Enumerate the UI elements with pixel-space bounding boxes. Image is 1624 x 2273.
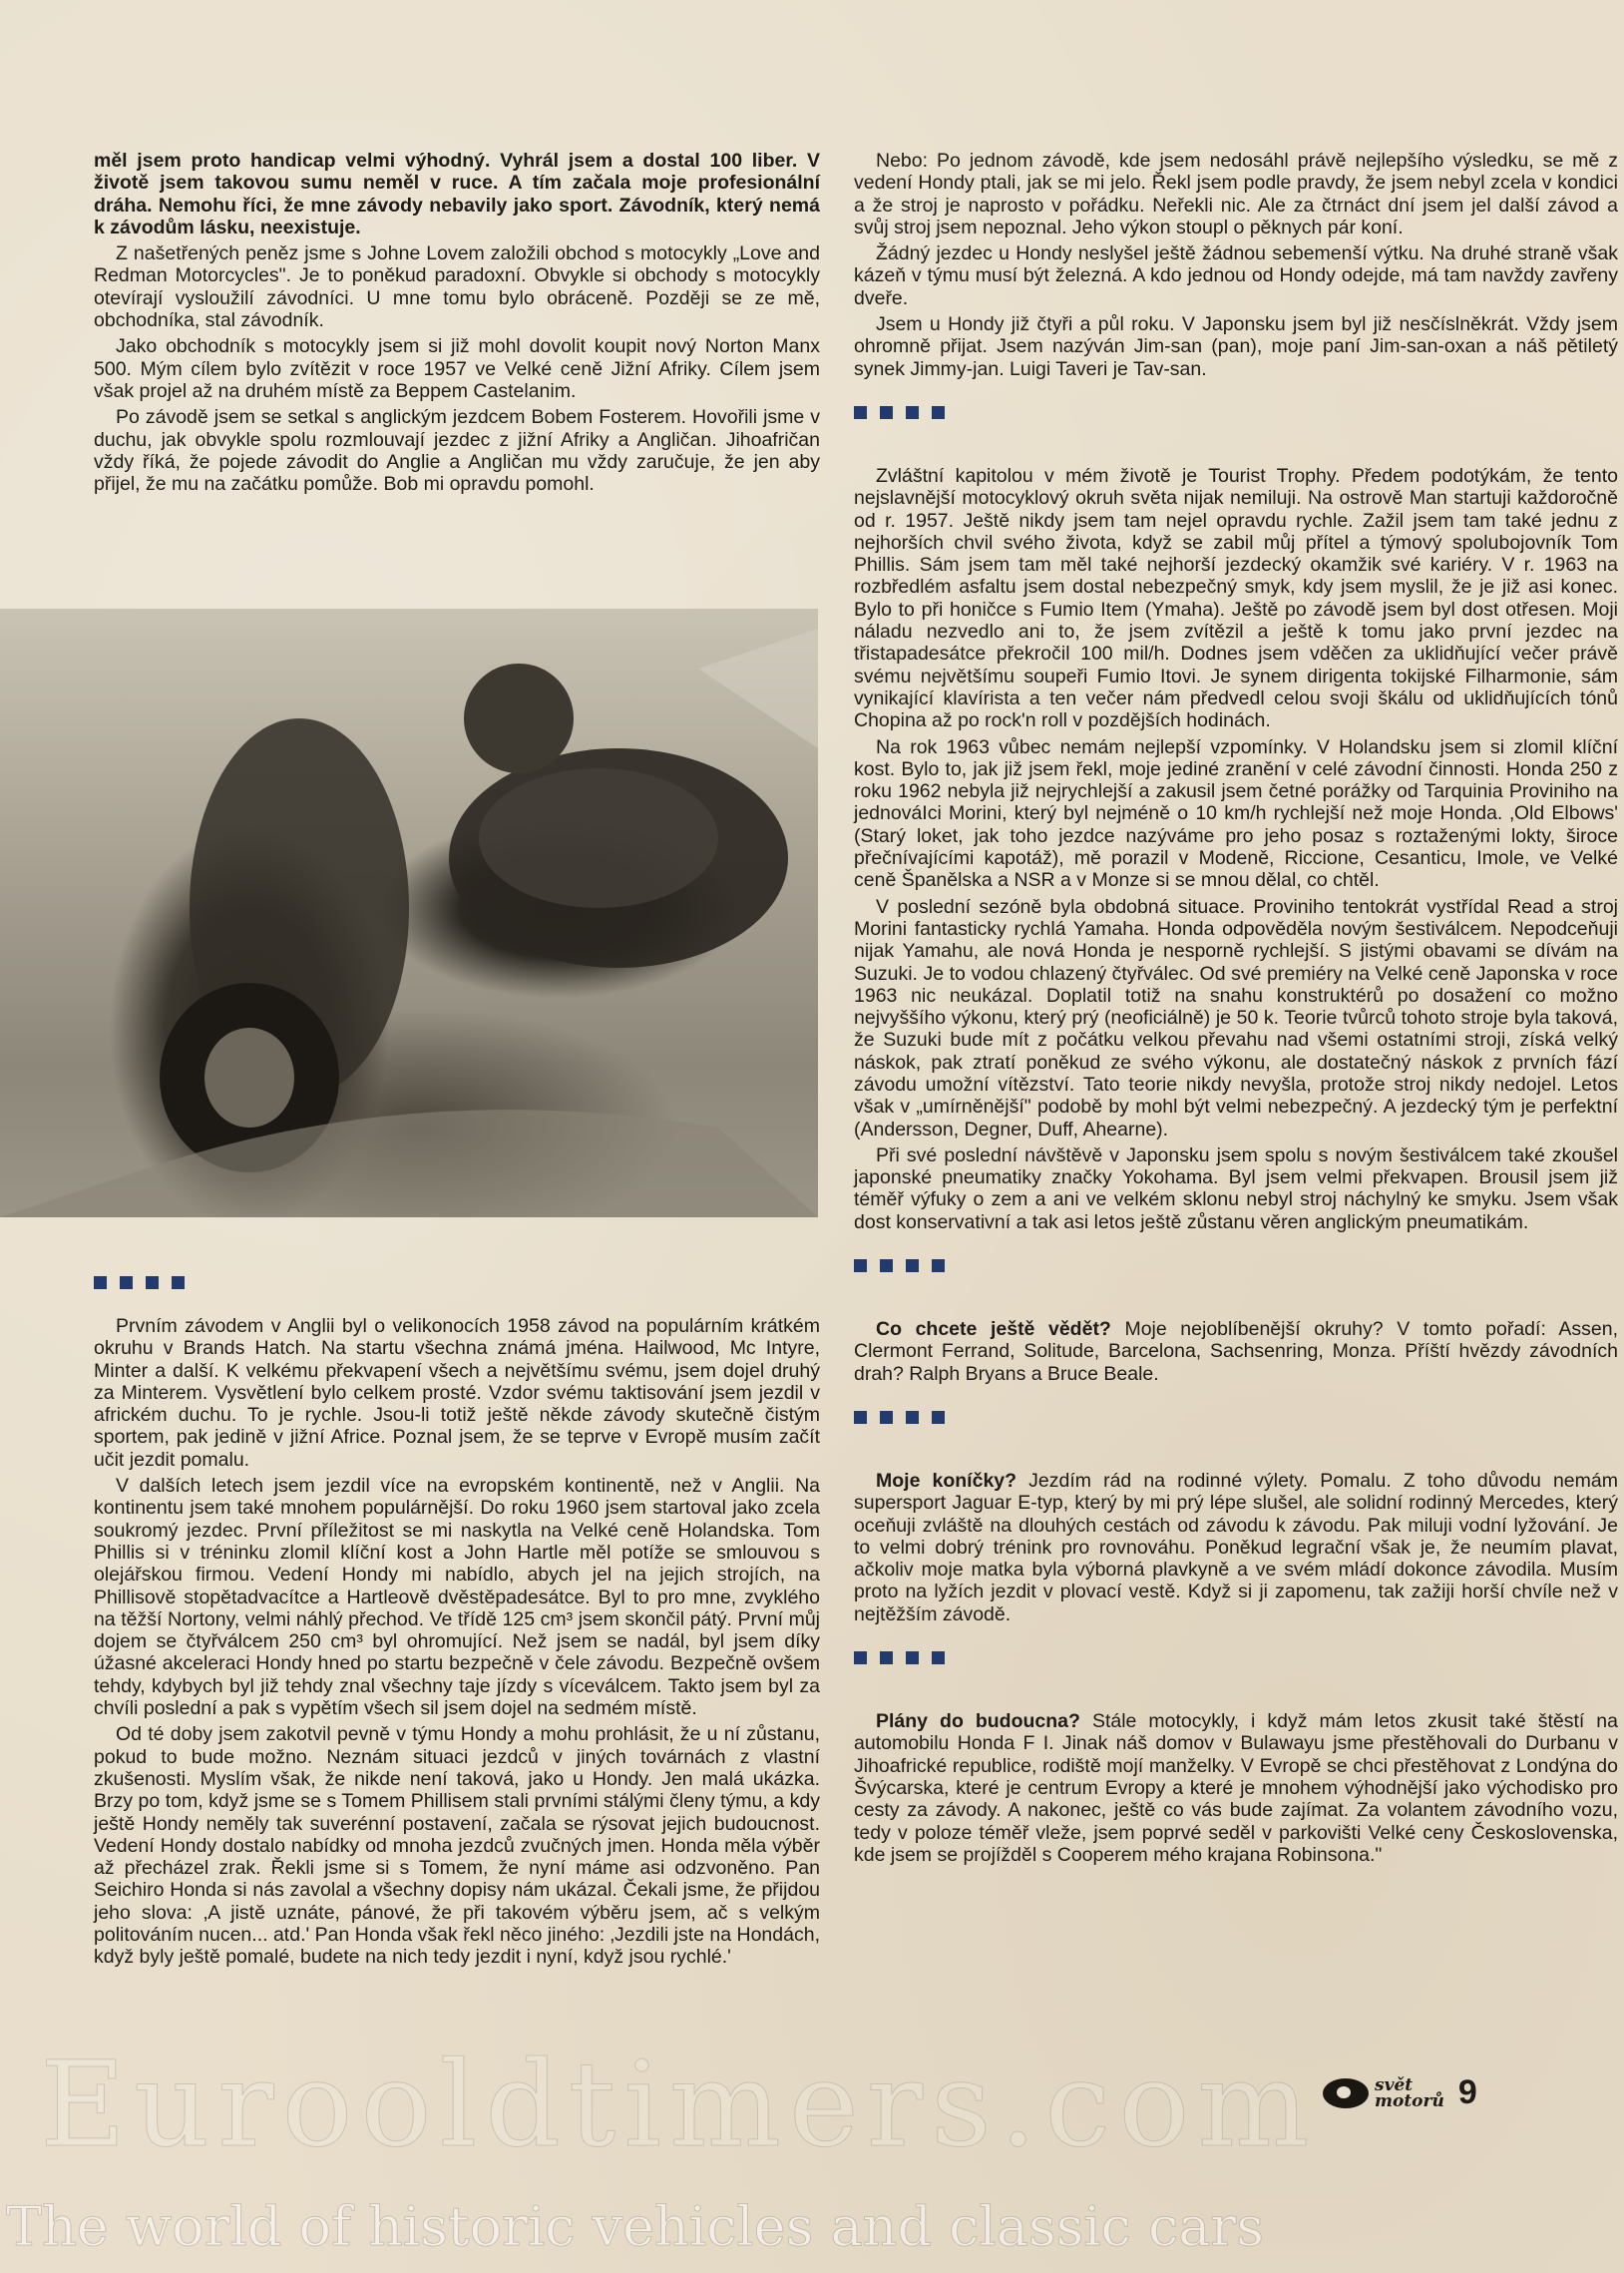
magazine-name — [1375, 2074, 1444, 2111]
question-paragraph — [854, 1470, 1618, 1625]
watermark: Eurooldtimers.com — [40, 2036, 1318, 2173]
paragraph: Jsem u Hondy již čtyři a půl roku. V Japonsku jsem byl již nesčíslněkrát. Vždy jsem ohromně přijat. Jsem nazýván Jim-san (pan), moje paní Jim-san-oxan a náš pětiletý synek Jimmy-jan. Luigi Taveri je Tav-san. — [854, 313, 1618, 380]
paragraph: Z našetřených peněz jsme s Johne Lovem založili obchod s motocykly „Love and Redman Motorcycles". Je to poněkud paradoxní. Obvykle si obchody s motocykly otevírají vysloužilí závodníci. U mne tomu bylo obráceně. Později se ze mě, obchodníka, stal závodník. — [94, 242, 820, 332]
paragraph: V poslední sezóně byla obdobná situace. Proviniho tentokrát vystřídal Read a stroj Morini fantasticky rychlá Yamaha. Honda odpověděla novým šestiválcem. Nepodceňuji nijak Yamahu, ale nová Honda je nesporně rychlejší. S jistými obavami se dívám na Suzuki. Je to vodou chlazený čtyřválec. Od své premiéry na Velké ceně Japonska v roce 1963 nic neukázal. Doplatil totiž na snahu konstruktérů po dosažení co možno nejvyššího výkonu, který prý (neoficiálně) je 50 k. Teorie tvůrců tohoto stroje byla taková, že Suzuki bude mít z počátku velkou převahu nad všemi ostatními stroji, získá velký náskok, pak ztratí poněkud ze svého výkonu, ale dostatečný náskok z prvních fází závodu umožní vítězství. Tato teorie nikdy nevyšla, protože stroj nikdy nedojel. Letos však v „umírněnější" podobě by mohl být velmi nebezpečný. A jezdecký tým je perfektní (Andersson, Degner, Duff, Ahearne). — [854, 895, 1618, 1140]
question-lead: Moje koníčky? — [876, 1469, 1017, 1492]
paragraph: Prvním závodem v Anglii byl o velikonocích 1958 závod na populárním krátkém okruhu v Brands Hatch. Na startu všechna známá jména. Hailwood, Mc Intyre, Minter a další. K velkému překvapení všech a největšímu svému, jsem dojel druhý za Minterem. Vysvětlení bylo celkem prosté. Vzdor svému taktisování jsem jezdil v africkém duchu. To je rychle. Jsou-li totiž ještě někde závody skutečně čistým sportem, pak jedině v jižní Africe. Poznal jsem, že se teprve v Evropě musím začít učit jezdit pomalu. — [94, 1315, 820, 1471]
page-number: 9 — [1457, 2073, 1477, 2111]
answer-text: Stále motocykly, i když mám letos zkusit také štěstí na automobilu Honda F I. Jinak náš domov v Bulawayu jsme přestěhovali do Durbanu v Jihoafrické republice, rodiště mojí manželky. V Evropě se chci přestěhovat z Londýna do Švýcarska, které je centrum Evropy a které je mnohem výhodnější jako východisko pro cesty za závody. A nakonec, ještě co vás bude zajímat. Za volantem závodního vozu, tedy v poloze téměř vleže, jsem poprvé seděl v parkovišti Velké ceny Československa, kde jsem se projížděl s Cooperem mého krajana Robinsona." — [854, 1710, 1619, 1866]
section-divider — [854, 1259, 1618, 1272]
question-lead: Plány do budoucna? — [876, 1710, 1080, 1733]
paragraph: Zvláštní kapitolou v mém životě je Tourist Trophy. Předem podotýkám, že tento nejslavnější motocyklový okruh světa nijak nemiluji. Na ostrově Man startuji každoročně od r. 1957. Ještě nikdy jsem tam nejel opravdu rychle. Zažil jsem tam také jednu z nejhorších chvil svého života, když se zabil můj přítel a týmový spolubojovník Tom Phillis. Sám jsem tam měl také nejhorší jezdecký okamžik své kariéry. V r. 1963 na rozbředlém asfaltu jsem dostal nebezpečný smyk, kdy jsem myslil, že je již asi konec. Bylo to při honičce s Fumio Item (Ymaha). Ještě po závodě jsem byl dost otřesen. Moji náladu nezvedlo ani to, že jsem zvítězil a ještě k tomu jako první jezdec na třistapadesátce překročil 100 mil/h. Dodnes jsem vděčen za uklidňující večer právě svému největšímu soupeři Fumio Itovi. Je synem dirigenta tokijské Filharmonie, sám vynikající klavírista a ten večer nám předvedl celou svoji škálu od uklidňujících tónů Chopina až po rock'n roll v pozdějších hodinách. — [854, 464, 1618, 732]
paragraph: Jako obchodník s motocykly jsem si již mohl dovolit koupit nový Norton Manx 500. Mým cílem bylo zvítězit v roce 1957 ve Velké ceně Jižní Afriky. Cílem jsem však projel až na druhém místě za Beppem Castelanim. — [94, 335, 820, 402]
brand-line-2: motorů — [1375, 2090, 1444, 2111]
magazine-logo-icon — [1323, 2078, 1369, 2108]
paragraph: Od té doby jsem zakotvil pevně v týmu Hondy a mohu prohlásit, že u ní zůstanu, pokud to bude možno. Neznám situaci jezdců v jiných továrnách z vlastní zkušenosti. Myslím však, že nikde není taková, jako u Hondy. Jen malá ukázka. Brzy po tom, když jsme se s Tomem Phillisem stali prvními stálými členy týmu, a kdy ještě Hondy neměly tak suverénní postavení, začala se rýsovat jejich budoucnost. Vedení Hondy dostalo nabídky od mnoha jezdců zvučných jmen. Honda měla výběr až přecházel zrak. Řekli jsme si s Tomem, že nyní máme asi odzvoněno. Pan Seichiro Honda si nás zavolal a všechny dopisy nám ukázal. Čekali jsme, že přijdou jeho slova: ‚A jistě uznáte, pánové, že při takovém výběru jsem, ač s velkým politováním nucen... atd.' Pan Honda však řekl něco jiného: ‚Jezdili jste na Hondách, když byly ještě pomalé, budete na nich tedy jezdit i nyní, když jsou rychlé.' — [94, 1723, 820, 1969]
brand-line-1: svět — [1375, 2074, 1414, 2095]
left-column-top — [94, 150, 820, 495]
question-lead: Co chcete ještě vědět? — [876, 1318, 1111, 1341]
paragraph: měl jsem proto handicap velmi výhodný. Vyhrál jsem a dostal 100 liber. V životě jsem takovou sumu neměl v ruce. A tím začala moje profesionální dráha. Nemohu říci, že mne závody nebavily jako sport. Závodník, který nemá k závodům lásku, neexistuje. — [94, 150, 820, 238]
paragraph: V dalších letech jsem jezdil více na evropském kontinentě, než v Anglii. Na kontinentu jsem také mnohem populárnější. Do roku 1960 jsem startoval jako zcela soukromý jezdec. První příležitost se mi naskytla na Velké ceně Holandska. Tom Phillis si v tréninku zlomil klíční kost a John Hartle měl potíže se smlouvou s olejářskou firmou. Vedení Hondy mi nabídlo, abych jel na jejich strojích, na Phillisově stopětadvacítce a Hartleově dvěstěpadesátce. Byl to pro mne, zvyklého na těžší Nortony, velmi náhlý přechod. Ve třídě 125 cm³ jsem skončil pátý. První můj dojem se čtyřválcem 250 cm³ byl ohromující. Než jsem se nadál, byl jsem díky úžasné akceleraci Hondy hned po startu bezpečně v čele závodu. Bezpečně ovšem tehdy, kdybych byl již tehdy znal všechny taje jízdy s víceválcem. Takto jsem byl za chvíli poslední a pak s vypětím všech sil jsem dojel na sedmém místě. — [94, 1475, 820, 1720]
left-column-bottom — [94, 1315, 820, 1969]
right-column — [854, 150, 1618, 1866]
photo-illustration — [0, 609, 818, 1217]
section-divider — [854, 1651, 1618, 1664]
paragraph: Při své poslední návštěvě v Japonsku jsem spolu s novým šestiválcem také zkoušel japonské pneumatiky značky Yokohama. Byl jsem velmi překvapen. Brousil jsem již téměř výfuky o zem a ani ve velkém sklonu nebyl stroj náchylný ke smyku. Jsem však dost konservativní a tak asi letos ještě zůstanu věren anglickým pneumatikám. — [854, 1143, 1618, 1233]
paragraph: Žádný jezdec u Hondy neslyšel ještě žádnou sebemenší výtku. Na druhé straně však kázeň v týmu musí být železná. A kdo jednou od Hondy odejde, má tam navždy zavřeny dveře. — [854, 242, 1618, 309]
watermark-tagline: The world of historic vehicles and classic cars — [6, 2195, 1264, 2258]
motorcycle-racer-photo — [0, 609, 818, 1217]
paragraph: Nebo: Po jednom závodě, kde jsem nedosáhl právě nejlepšího výsledku, se mě z vedení Hondy ptali, jak se mi jelo. Řekl jsem podle pravdy, že jsem nebyl zcela v kondici a že stroj je naprosto v pořádku. Neřekli nic. Ale za čtrnáct dní jsem jel další závod a svůj stroj jsem nepoznal. Jeho výkon stoupl o pěknych pár koní. — [854, 150, 1618, 238]
magazine-footer — [1323, 2073, 1477, 2112]
paragraph: Po závodě jsem se setkal s anglickým jezdcem Bobem Fosterem. Hovořili jsme v duchu, jak obvykle spolu rozmlouvají jezdec z jižní Afriky a Angličan. Jihoafričan vždy říká, že pojede závodit do Anglie a Angličan mu vždy zaručuje, že jen aby přijel, že mu na začátku pomůže. Bob mi opravdu pomohl. — [94, 406, 820, 496]
question-paragraph — [854, 1318, 1618, 1385]
answer-text: Jezdím rád na rodinné výlety. Pomalu. Z toho důvodu nemám supersport Jaguar E-typ, který by mi prý lépe slušel, ale solidní rodinný Mercedes, který oceňuji zvláště na dlouhých cestách od závodu k závodu. Pak miluji vodní lyžování. Je to velmi dobrý trénink pro rovnováhu. Poněkud legrační však je, že neumím plavat, ačkoliv moje matka byla výborná plavkyně a ve svém mládí dokonce závodila. Musím proto na lyžích jezdit v plovací vestě. Když si ji zapomenu, tak zažiji horší chvíle než v nejtěžším závodě. — [854, 1469, 1618, 1625]
question-paragraph — [854, 1710, 1618, 1866]
section-divider — [854, 406, 1618, 419]
paragraph: Na rok 1963 vůbec nemám nejlepší vzpomínky. V Holandsku jsem si zlomil klíční kost. Bylo to, jak již jsem řekl, moje jediné zranění v celé závodní činnosti. Honda 250 z roku 1962 nebyla již nejrychlejší a zakusil jsem četné porážky od Tarquinia Proviniho na jednováIci Morini, který byl nejméně o 10 km/h rychlejší než moje Honda. ‚Old Elbows' (Starý loket, jak toho jezdce nazýváme pro jeho posaz s roztaženými lokty, široce přečnívajícími kapotáž), mě porazil v Modeně, Riccione, Cesanticu, Imole, ve Velké ceně Španělska a NSR a v Monze si se mnou dělal, co chtěl. — [854, 735, 1618, 892]
section-divider — [94, 1276, 185, 1289]
answer-text: Moje nejoblíbenější okruhy? V tomto pořadí: Assen, Clermont Ferrand, Solitude, Barcelona, Sachsenring, Monza. Příští hvězdy závodních drah? Ralph Bryans a Bruce Beale. — [854, 1318, 1618, 1385]
section-divider — [854, 1411, 1618, 1424]
